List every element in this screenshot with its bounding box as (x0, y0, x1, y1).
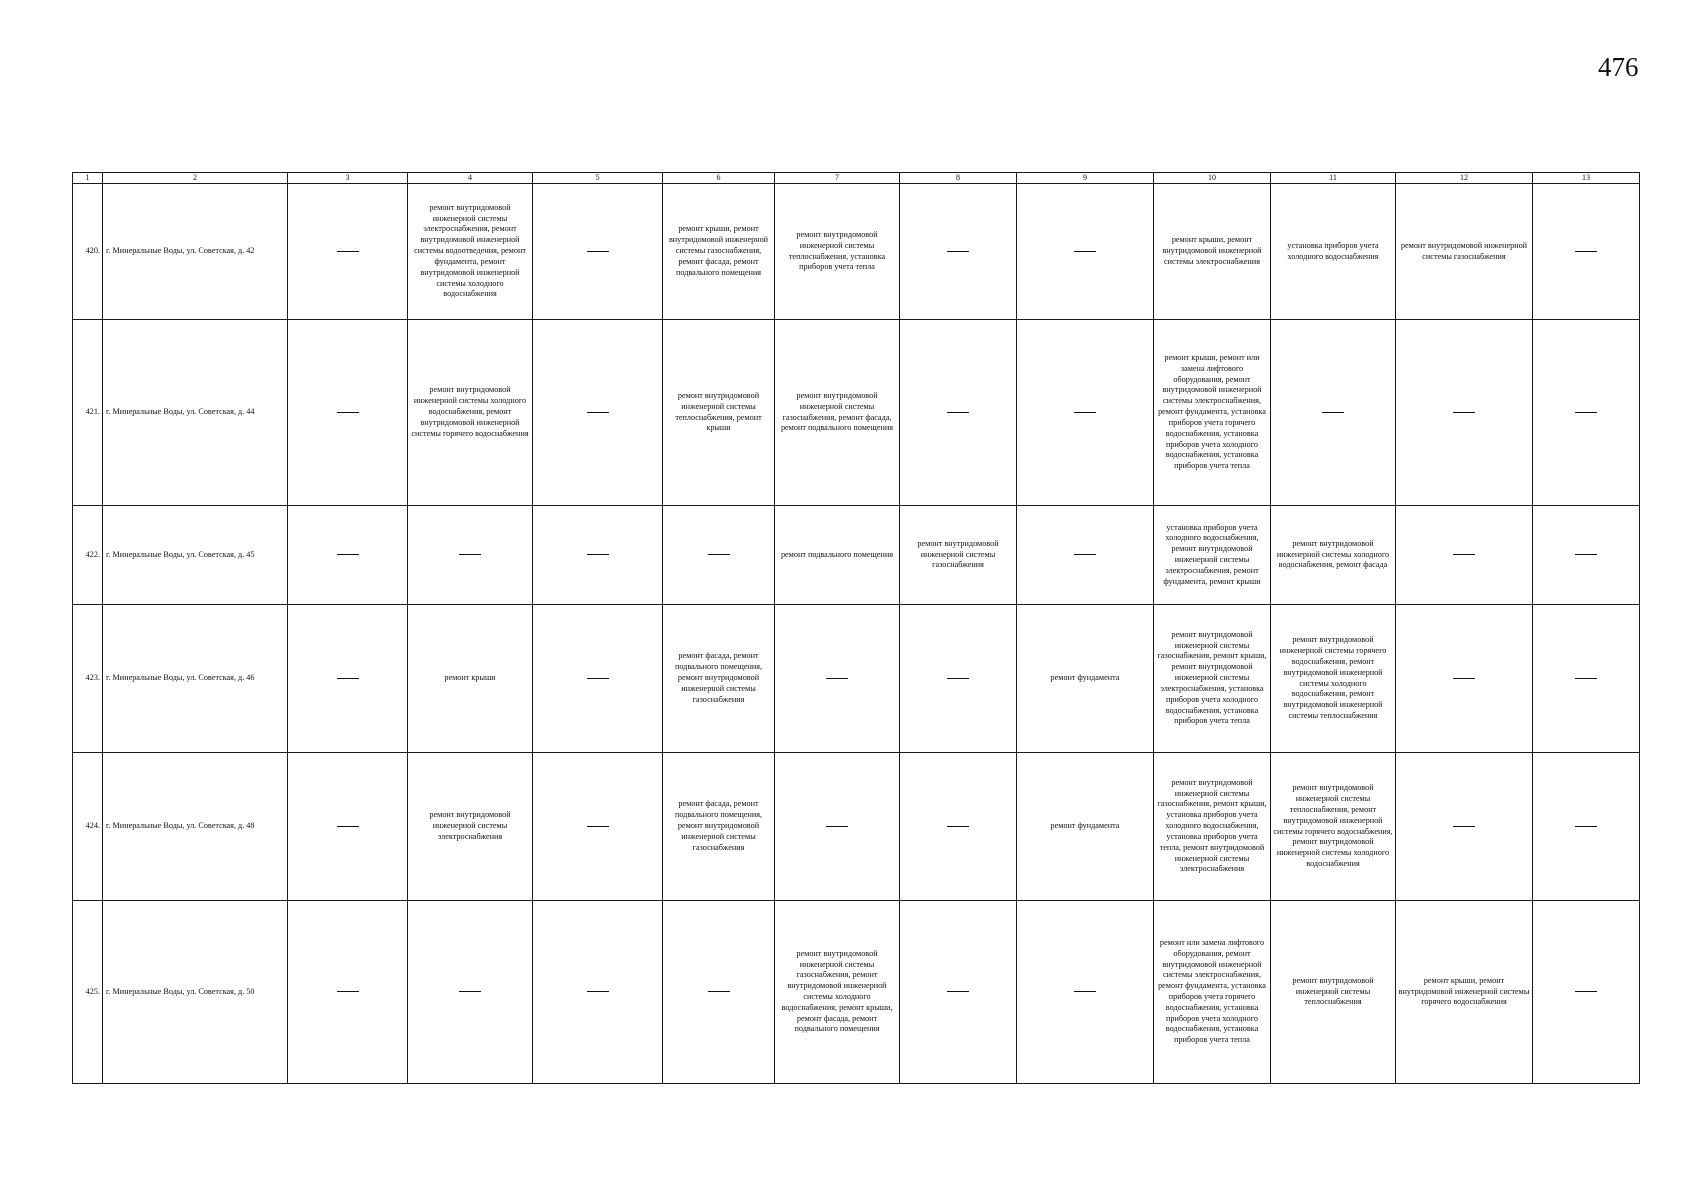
work-cell: ремонт внутридомовой инженерной системы горячего водоснабжения, ремонт внутридомовой инженерной системы холодного водоснабжения, ремонт внутридомовой инженерной системы теплоснабжения (1271, 605, 1396, 753)
empty-cell (533, 320, 663, 506)
work-cell: ремонт фундамента (1017, 605, 1154, 753)
empty-cell (288, 901, 408, 1084)
work-cell: ремонт фундамента (1017, 753, 1154, 901)
empty-cell (1271, 320, 1396, 506)
address-cell: г. Минеральные Воды, ул. Советская, д. 42 (103, 184, 288, 320)
dash-mark (1575, 991, 1597, 992)
dash-mark (708, 554, 730, 555)
table-row (73, 605, 1640, 753)
empty-cell (288, 320, 408, 506)
empty-cell (288, 753, 408, 901)
empty-cell (900, 753, 1017, 901)
column-number: 8 (900, 173, 1017, 184)
table-row (73, 506, 1640, 605)
dash-mark (826, 826, 848, 827)
row-number: 424. (73, 753, 103, 901)
dash-mark (947, 412, 969, 413)
dash-mark (459, 991, 481, 992)
dash-mark (1074, 554, 1096, 555)
row-number: 425. (73, 901, 103, 1084)
row-number: 421. (73, 320, 103, 506)
dash-mark (337, 251, 359, 252)
column-number: 2 (103, 173, 288, 184)
empty-cell (1017, 184, 1154, 320)
empty-cell (288, 184, 408, 320)
work-cell: ремонт внутридомовой инженерной системы газоснабжения, ремонт фасада, ремонт подвального помещения (775, 320, 900, 506)
empty-cell (900, 320, 1017, 506)
page-number: 476 (1598, 52, 1639, 82)
work-cell: ремонт или замена лифтового оборудования, ремонт внутридомовой инженерной системы электроснабжения, ремонт фундамента, установка приборов учета горячего водоснабжения, установка приборов учета холодного водоснабжения, установка приборов учета тепла (1154, 901, 1271, 1084)
empty-cell (1396, 320, 1533, 506)
dash-mark (587, 554, 609, 555)
dash-mark (708, 991, 730, 992)
work-cell: ремонт внутридомовой инженерной системы теплоснабжения (1271, 901, 1396, 1084)
work-cell: ремонт внутридомовой инженерной системы теплоснабжения, установка приборов учета тепла (775, 184, 900, 320)
empty-cell (663, 506, 775, 605)
dash-mark (947, 251, 969, 252)
work-cell: ремонт крыши, ремонт внутридомовой инженерной системы горячего водоснабжения (1396, 901, 1533, 1084)
work-cell: ремонт внутридомовой инженерной системы газоснабжения (1396, 184, 1533, 320)
empty-cell (900, 184, 1017, 320)
empty-cell (1533, 901, 1640, 1084)
column-number: 10 (1154, 173, 1271, 184)
dash-mark (1453, 678, 1475, 679)
empty-cell (1533, 320, 1640, 506)
column-number: 9 (1017, 173, 1154, 184)
row-number: 423. (73, 605, 103, 753)
empty-cell (1396, 506, 1533, 605)
dash-mark (1074, 251, 1096, 252)
dash-mark (1575, 251, 1597, 252)
empty-cell (408, 506, 533, 605)
empty-cell (533, 506, 663, 605)
work-cell: ремонт внутридомовой инженерной системы холодного водоснабжения, ремонт внутридомовой инженерной системы горячего водоснабжения (408, 320, 533, 506)
work-cell: ремонт крыши (408, 605, 533, 753)
dash-mark (587, 678, 609, 679)
empty-cell (900, 901, 1017, 1084)
empty-cell (663, 901, 775, 1084)
empty-cell (775, 605, 900, 753)
table-row (73, 753, 1640, 901)
address-cell: г. Минеральные Воды, ул. Советская, д. 45 (103, 506, 288, 605)
dash-mark (587, 412, 609, 413)
work-cell: ремонт внутридомовой инженерной системы газоснабжения, ремонт крыши, ремонт внутридомовой инженерной системы электроснабжения, установка приборов учета холодного водоснабжения, установка приборов учета тепла (1154, 605, 1271, 753)
column-number: 6 (663, 173, 775, 184)
dash-mark (826, 678, 848, 679)
dash-mark (337, 412, 359, 413)
work-cell: ремонт фасада, ремонт подвального помещения, ремонт внутридомовой инженерной системы газоснабжения (663, 753, 775, 901)
empty-cell (1017, 901, 1154, 1084)
dash-mark (1453, 412, 1475, 413)
empty-cell (408, 901, 533, 1084)
dash-mark (1322, 412, 1344, 413)
header-row (73, 173, 1640, 184)
table-body (73, 173, 1640, 1084)
column-number: 7 (775, 173, 900, 184)
dash-mark (587, 991, 609, 992)
work-cell: ремонт внутридомовой инженерной системы газоснабжения, ремонт внутридомовой инженерной системы холодного водоснабжения, ремонт крыши, ремонт фасада, ремонт подвального помещения (775, 901, 900, 1084)
work-cell: ремонт внутридомовой инженерной системы газоснабжения, ремонт крыши, установка приборов учета холодного водоснабжения, установка приборов учета тепла, ремонт внутридомовой инженерной системы электроснабжения (1154, 753, 1271, 901)
work-cell: ремонт крыши, ремонт внутридомовой инженерной системы газоснабжения, ремонт фасада, ремонт подвального помещения (663, 184, 775, 320)
empty-cell (900, 605, 1017, 753)
empty-cell (533, 605, 663, 753)
empty-cell (1017, 320, 1154, 506)
dash-mark (947, 991, 969, 992)
empty-cell (1396, 605, 1533, 753)
work-cell: ремонт внутридомовой инженерной системы теплоснабжения, ремонт крыши (663, 320, 775, 506)
table-row (73, 184, 1640, 320)
work-cell: установка приборов учета холодного водоснабжения, ремонт внутридомовой инженерной системы электроснабжения, ремонт фундамента, ремонт крыши (1154, 506, 1271, 605)
work-cell: ремонт внутридомовой инженерной системы электроснабжения, ремонт внутридомовой инженерной системы водоотведения, ремонт фундамента, ремонт внутридомовой инженерной системы холодного водоснабжения (408, 184, 533, 320)
dash-mark (459, 554, 481, 555)
dash-mark (1575, 412, 1597, 413)
work-cell: ремонт фасада, ремонт подвального помещения, ремонт внутридомовой инженерной системы газоснабжения (663, 605, 775, 753)
empty-cell (1533, 506, 1640, 605)
dash-mark (587, 826, 609, 827)
column-number: 4 (408, 173, 533, 184)
column-number: 3 (288, 173, 408, 184)
empty-cell (775, 753, 900, 901)
dash-mark (947, 678, 969, 679)
column-number: 5 (533, 173, 663, 184)
empty-cell (533, 753, 663, 901)
column-number: 12 (1396, 173, 1533, 184)
empty-cell (1533, 605, 1640, 753)
address-cell: г. Минеральные Воды, ул. Советская, д. 50 (103, 901, 288, 1084)
address-cell: г. Минеральные Воды, ул. Советская, д. 46 (103, 605, 288, 753)
dash-mark (1453, 826, 1475, 827)
work-cell: ремонт подвального помещения (775, 506, 900, 605)
table-row (73, 320, 1640, 506)
work-cell: ремонт внутридомовой инженерной системы газоснабжения (900, 506, 1017, 605)
dash-mark (337, 991, 359, 992)
column-number: 1 (73, 173, 103, 184)
dash-mark (1575, 678, 1597, 679)
dash-mark (587, 251, 609, 252)
column-number: 13 (1533, 173, 1640, 184)
column-number: 11 (1271, 173, 1396, 184)
empty-cell (288, 605, 408, 753)
table-row (73, 901, 1640, 1084)
empty-cell (1396, 753, 1533, 901)
row-number: 422. (73, 506, 103, 605)
dash-mark (1074, 412, 1096, 413)
work-cell: ремонт внутридомовой инженерной системы электроснабжения (408, 753, 533, 901)
empty-cell (288, 506, 408, 605)
dash-mark (1575, 554, 1597, 555)
address-cell: г. Минеральные Воды, ул. Советская, д. 48 (103, 753, 288, 901)
empty-cell (533, 901, 663, 1084)
dash-mark (947, 826, 969, 827)
work-cell: ремонт крыши, ремонт или замена лифтового оборудования, ремонт внутридомовой инженерной системы электроснабжения, ремонт фундамента, установка приборов учета горячего водоснабжения, установка приборов учета холодного водоснабжения, установка приборов учета тепла (1154, 320, 1271, 506)
dash-mark (1453, 554, 1475, 555)
dash-mark (1074, 991, 1096, 992)
work-cell: ремонт внутридомовой инженерной системы холодного водоснабжения, ремонт фасада (1271, 506, 1396, 605)
dash-mark (337, 826, 359, 827)
empty-cell (533, 184, 663, 320)
dash-mark (337, 554, 359, 555)
row-number: 420. (73, 184, 103, 320)
address-cell: г. Минеральные Воды, ул. Советская, д. 44 (103, 320, 288, 506)
work-cell: ремонт внутридомовой инженерной системы теплоснабжения, ремонт внутридомовой инженерной системы горячего водоснабжения, ремонт внутридомовой инженерной системы холодного водоснабжения (1271, 753, 1396, 901)
empty-cell (1533, 184, 1640, 320)
empty-cell (1017, 506, 1154, 605)
work-cell: установка приборов учета холодного водоснабжения (1271, 184, 1396, 320)
dash-mark (1575, 826, 1597, 827)
work-cell: ремонт крыши, ремонт внутридомовой инженерной системы электроснабжения (1154, 184, 1271, 320)
repair-schedule-table (72, 172, 1640, 1084)
empty-cell (1533, 753, 1640, 901)
dash-mark (337, 678, 359, 679)
